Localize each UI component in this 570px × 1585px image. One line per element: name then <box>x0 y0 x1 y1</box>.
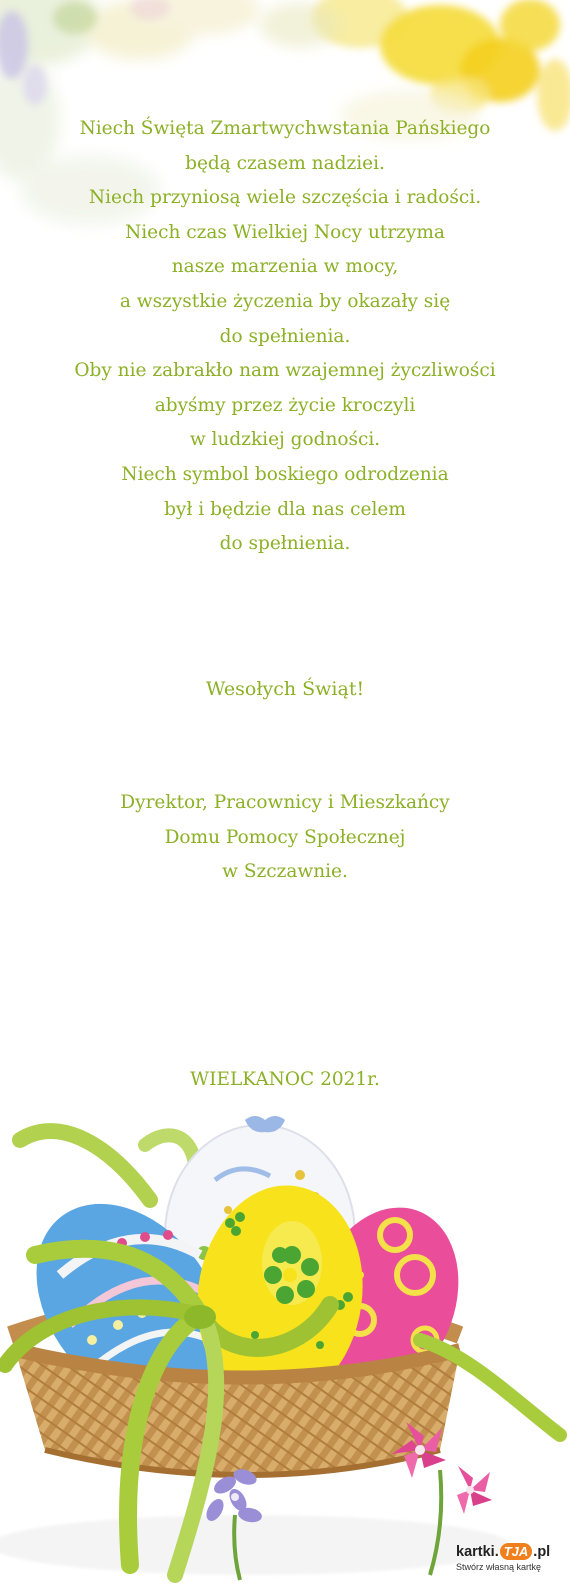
signature <box>0 786 570 890</box>
greeting-text <box>0 112 570 562</box>
greeting-line: Niech symbol boskiego odrodzenia <box>121 463 449 485</box>
wishes-text: Wesołych Świąt! <box>205 678 365 700</box>
greeting-line: w ludzkiej godności. <box>189 429 381 451</box>
logo-tagline: Stwórz własną kartkę <box>456 1562 542 1572</box>
greeting-line: był i będzie dla nas celem <box>164 498 406 520</box>
greeting-line: do spełnienia. <box>219 533 351 555</box>
logo-suffix: .pl <box>533 1544 551 1560</box>
signature-line: Domu Pomocy Społecznej <box>164 826 406 848</box>
greeting-line: do spełnienia. <box>219 325 351 347</box>
logo-prefix: kartki. <box>456 1544 499 1560</box>
logo-wordmark <box>456 1543 550 1560</box>
greeting-line: Oby nie zabrakło nam wzajemnej życzliwości <box>74 360 496 382</box>
greeting-line: Niech czas Wielkiej Nocy utrzyma <box>125 221 445 243</box>
greeting-line: Niech przyniosą wiele szczęścia i radości. <box>88 187 482 209</box>
signature-line: Dyrektor, Pracownicy i Mieszkańcy <box>120 792 450 813</box>
logo-badge: TJA <box>500 1543 533 1560</box>
footer-date: WIELKANOC 2021r. <box>190 1069 380 1090</box>
greeting-line: abyśmy przez życie kroczyli <box>154 394 416 416</box>
greeting-line: Niech Święta Zmartwychwstania Pańskiego <box>79 118 491 139</box>
kartki-logo[interactable] <box>456 1543 564 1577</box>
signature-line: w Szczawnie. <box>222 861 348 883</box>
greeting-line: a wszystkie życzenia by okazały się <box>119 290 451 312</box>
easter-basket-illustration <box>0 1105 570 1585</box>
greeting-line: nasze marzenia w mocy, <box>171 256 399 278</box>
greeting-line: będą czasem nadziei. <box>185 152 385 174</box>
